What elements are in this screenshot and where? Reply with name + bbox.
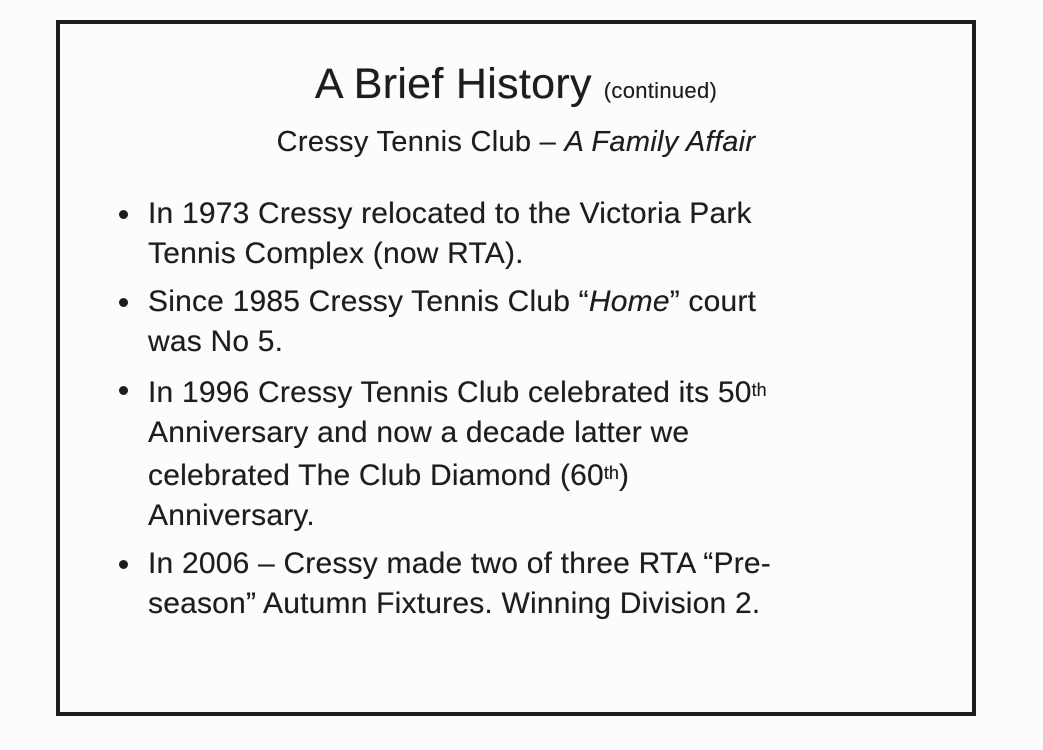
bullet-text bbox=[148, 194, 752, 274]
bullet-text bbox=[148, 282, 756, 362]
text-line: Anniversary. bbox=[148, 498, 315, 532]
slide-header bbox=[60, 60, 972, 160]
bullet-list bbox=[60, 194, 972, 624]
text-line: Anniversary and now a decade latter we bbox=[148, 415, 690, 449]
text-line: season” Autumn Fixtures. Winning Division 2. bbox=[148, 586, 761, 620]
bullet-icon bbox=[114, 544, 148, 584]
slide-frame bbox=[56, 20, 976, 716]
text-line: was No 5. bbox=[148, 325, 284, 358]
subtitle-emphasis: A Family Affair bbox=[564, 126, 756, 158]
text-line: Tennis Complex (now RTA). bbox=[148, 237, 524, 270]
text-line: In 1996 Cressy Tennis Club celebrated its 50th bbox=[148, 375, 767, 409]
bullet-text bbox=[148, 370, 767, 536]
bullet-icon bbox=[114, 194, 148, 234]
slide-subtitle bbox=[60, 124, 972, 160]
slide-title bbox=[60, 60, 972, 118]
text-line: celebrated The Club Diamond (60th) bbox=[148, 458, 630, 492]
text-line: In 1973 Cressy relocated to the Victoria Park bbox=[148, 197, 752, 230]
bullet-icon bbox=[114, 370, 148, 410]
list-item bbox=[114, 370, 952, 536]
list-item bbox=[114, 282, 952, 362]
title-main-text: A Brief History bbox=[314, 60, 592, 108]
bullet-icon bbox=[114, 282, 148, 322]
list-item bbox=[114, 194, 952, 274]
text-line: Since 1985 Cressy Tennis Club “Home” court bbox=[148, 285, 757, 318]
subtitle-prefix: Cressy Tennis Club – bbox=[276, 126, 565, 158]
list-item bbox=[114, 544, 952, 624]
bullet-text bbox=[148, 544, 771, 624]
title-continued-label: (continued) bbox=[603, 78, 718, 103]
text-line: In 2006 – Cressy made two of three RTA “Pre- bbox=[148, 546, 771, 580]
